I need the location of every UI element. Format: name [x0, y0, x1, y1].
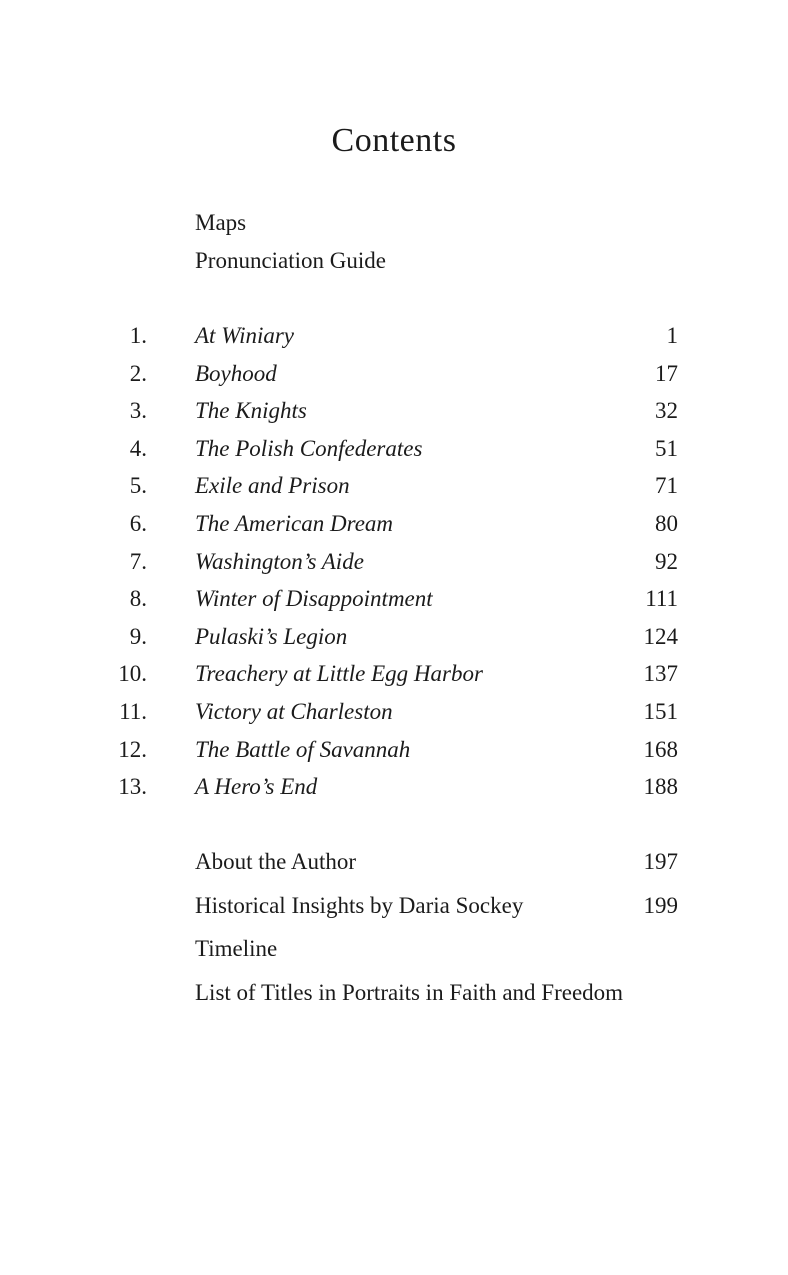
chapter-page-number: 17 [655, 360, 678, 386]
chapter-row [100, 317, 678, 355]
chapter-page-number: 80 [655, 510, 678, 536]
back-matter-label: List of Titles in Portraits in Faith and Freedom [195, 979, 624, 1005]
chapter-number: 10. [118, 661, 147, 687]
chapter-row [100, 543, 678, 581]
chapter-row [100, 580, 678, 618]
chapter-row [100, 355, 678, 393]
chapter-row [100, 693, 678, 731]
back-matter-label: Timeline [195, 936, 278, 961]
chapter-page-number: 51 [655, 435, 678, 461]
chapter-row [100, 618, 678, 656]
chapter-title: Exile and Prison [195, 473, 350, 499]
chapter-title: Treachery at Little Egg Harbor [195, 661, 483, 687]
chapter-number: 6. [129, 510, 147, 536]
chapter-page-number: 111 [645, 586, 678, 612]
back-matter-row [195, 840, 678, 884]
back-matter-label: Historical Insights by Daria Sockey [195, 892, 524, 918]
chapter-title: Winter of Disappointment [195, 586, 433, 612]
chapter-number: 4. [129, 435, 147, 461]
chapter-page-number: 71 [655, 473, 678, 499]
chapter-title: The Polish Confederates [195, 435, 423, 461]
front-matter-list [195, 204, 678, 279]
chapter-title: The American Dream [195, 510, 394, 536]
chapter-number: 5. [129, 473, 147, 499]
back-matter-page-number: 199 [643, 892, 678, 918]
back-matter-row [195, 971, 678, 1015]
chapter-title: At Winiary [195, 323, 295, 348]
chapter-title: Washington’s Aide [195, 548, 364, 574]
back-matter-row [195, 927, 678, 971]
back-matter-page-number: 197 [643, 849, 678, 874]
chapter-list [100, 317, 678, 806]
chapter-page-number: 188 [643, 774, 678, 800]
chapter-number: 9. [129, 623, 147, 649]
front-matter-item: Maps [195, 210, 247, 235]
page-title: Contents [331, 122, 457, 159]
chapter-page-number: 92 [655, 548, 678, 574]
chapter-number: 1. [129, 323, 147, 348]
chapter-page-number: 32 [655, 398, 678, 424]
chapter-title: The Battle of Savannah [195, 736, 411, 762]
chapter-title: Boyhood [195, 360, 277, 386]
chapter-page-number: 151 [643, 698, 678, 724]
chapter-row [100, 655, 678, 693]
chapter-number: 3. [129, 398, 147, 424]
chapter-title: Pulaski’s Legion [195, 623, 348, 649]
chapter-row [100, 392, 678, 430]
chapter-row [100, 505, 678, 543]
chapter-number: 13. [118, 774, 147, 800]
chapter-page-number: 1 [666, 323, 678, 348]
chapter-number: 7. [129, 548, 147, 574]
chapter-number: 12. [118, 736, 147, 762]
chapter-page-number: 137 [643, 661, 678, 687]
chapter-row [100, 768, 678, 806]
back-matter-list [195, 840, 678, 1014]
chapter-title: A Hero’s End [195, 774, 318, 800]
chapter-number: 8. [129, 586, 147, 612]
chapter-number: 11. [119, 698, 147, 724]
chapter-page-number: 124 [643, 623, 678, 649]
chapter-title: The Knights [195, 398, 307, 424]
chapter-row [100, 430, 678, 468]
chapter-title: Victory at Charleston [195, 698, 393, 724]
back-matter-label: About the Author [195, 849, 356, 874]
chapter-row [100, 731, 678, 769]
chapter-row [100, 467, 678, 505]
chapter-number: 2. [129, 360, 147, 386]
back-matter-row [195, 884, 678, 928]
chapter-page-number: 168 [643, 736, 678, 762]
front-matter-item: Pronunciation Guide [195, 247, 386, 273]
